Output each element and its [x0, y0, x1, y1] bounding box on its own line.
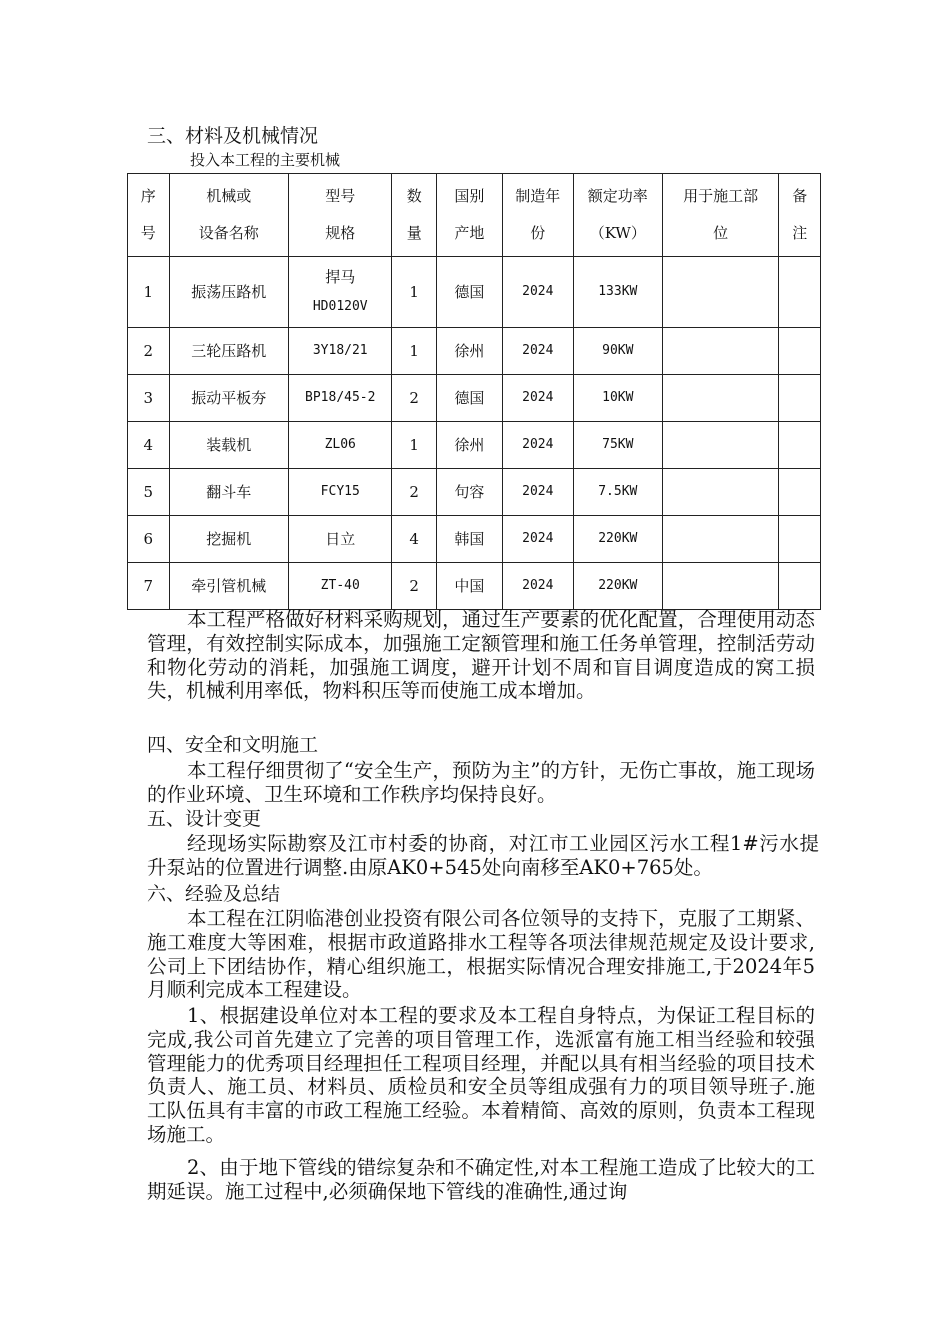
table-row [128, 257, 821, 328]
cell-qty: 2 [392, 469, 437, 516]
safety-paragraph: 本工程仔细贯彻了“安全生产，预防为主”的方针，无伤亡事故，施工现场的作业环境、卫生环境和工作秩序均保持良好。 [147, 759, 815, 806]
header-power: 额定功率 （KW） [573, 174, 662, 257]
cell-model: 日立 [289, 516, 392, 563]
cell-no: 7 [128, 563, 170, 610]
point-2-paragraph: 2、由于地下管线的错综复杂和不确定性,对本工程施工造成了比较大的工期延误。施工过程中,必须确保地下管线的准确性,通过询 [147, 1156, 815, 1203]
cell-note [779, 375, 821, 422]
machinery-table [127, 173, 821, 610]
header-name: 机械或 设备名称 [169, 174, 289, 257]
cell-qty: 4 [392, 516, 437, 563]
cell-model: 3Y18/21 [289, 328, 392, 375]
cell-power: 90KW [573, 328, 662, 375]
cell-year: 2024 [502, 328, 573, 375]
cell-note [779, 422, 821, 469]
cell-power: 75KW [573, 422, 662, 469]
cell-power: 220KW [573, 516, 662, 563]
cell-origin: 徐州 [436, 328, 502, 375]
header-model: 型号 规格 [289, 174, 392, 257]
cell-use [662, 375, 779, 422]
cell-qty: 1 [392, 422, 437, 469]
cell-power: 10KW [573, 375, 662, 422]
section-4-title: 四、安全和文明施工 [147, 734, 319, 756]
cell-note [779, 516, 821, 563]
cell-no: 4 [128, 422, 170, 469]
summary-paragraph: 本工程在江阴临港创业投资有限公司各位领导的支持下，克服了工期紧、施工难度大等困难，根据市政道路排水工程等各项法律规范规定及设计要求,公司上下团结协作，精心组织施工，根据实际情况合理安排施工,于2024年5月顺利完成本工程建设。 [147, 907, 815, 1002]
cell-power: 7.5KW [573, 469, 662, 516]
cell-model: ZL06 [289, 422, 392, 469]
header-qty: 数 量 [392, 174, 437, 257]
cell-note [779, 257, 821, 328]
cell-no: 2 [128, 328, 170, 375]
cell-note [779, 469, 821, 516]
cell-note [779, 563, 821, 610]
cell-model: FCY15 [289, 469, 392, 516]
table-row [128, 563, 821, 610]
cell-note [779, 328, 821, 375]
header-use: 用于施工部 位 [662, 174, 779, 257]
cell-year: 2024 [502, 563, 573, 610]
section-6-title: 六、经验及总结 [147, 883, 281, 905]
cell-model: 捍马 HD0120V [289, 257, 392, 328]
cell-name: 装载机 [169, 422, 289, 469]
cell-origin: 韩国 [436, 516, 502, 563]
cell-use [662, 328, 779, 375]
section-5-title: 五、设计变更 [147, 808, 262, 830]
cell-year: 2024 [502, 469, 573, 516]
cell-use [662, 257, 779, 328]
table-row [128, 469, 821, 516]
cell-origin: 徐州 [436, 422, 502, 469]
cell-use [662, 563, 779, 610]
cell-no: 5 [128, 469, 170, 516]
cell-qty: 1 [392, 328, 437, 375]
cell-name: 振动平板夯 [169, 375, 289, 422]
design-change-paragraph: 经现场实际勘察及江市村委的协商，对江市工业园区污水工程1#污水提升泵站的位置进行调整.由原AK0+545处向南移至AK0+765处。 [147, 832, 819, 879]
cell-use [662, 469, 779, 516]
cell-qty: 2 [392, 375, 437, 422]
header-no: 序 号 [128, 174, 170, 257]
header-year: 制造年 份 [502, 174, 573, 257]
cell-origin: 句容 [436, 469, 502, 516]
cell-name: 振荡压路机 [169, 257, 289, 328]
cell-name: 牵引管机械 [169, 563, 289, 610]
material-plan-paragraph: 本工程严格做好材料采购规划，通过生产要素的优化配置，合理使用动态管理，有效控制实际成本，加强施工定额管理和施工任务单管理，控制活劳动和物化劳动的消耗，加强施工调度，避开计划不周和盲目调度造成的窝工损失，机械利用率低，物料积压等而使施工成本增加。 [147, 608, 815, 703]
cell-origin: 德国 [436, 375, 502, 422]
cell-year: 2024 [502, 375, 573, 422]
cell-year: 2024 [502, 422, 573, 469]
cell-year: 2024 [502, 257, 573, 328]
cell-power: 133KW [573, 257, 662, 328]
cell-year: 2024 [502, 516, 573, 563]
cell-power: 220KW [573, 563, 662, 610]
table-header-row [128, 174, 821, 257]
cell-name: 三轮压路机 [169, 328, 289, 375]
table-caption: 投入本工程的主要机械 [190, 151, 341, 169]
cell-no: 6 [128, 516, 170, 563]
cell-name: 翻斗车 [169, 469, 289, 516]
table-row [128, 375, 821, 422]
section-3-title: 三、材料及机械情况 [147, 125, 319, 147]
cell-qty: 1 [392, 257, 437, 328]
table-row [128, 516, 821, 563]
cell-use [662, 516, 779, 563]
header-note: 备 注 [779, 174, 821, 257]
cell-no: 3 [128, 375, 170, 422]
table-row [128, 422, 821, 469]
cell-use [662, 422, 779, 469]
cell-model: ZT-40 [289, 563, 392, 610]
cell-name: 挖掘机 [169, 516, 289, 563]
cell-model: BP18/45-2 [289, 375, 392, 422]
cell-origin: 中国 [436, 563, 502, 610]
cell-qty: 2 [392, 563, 437, 610]
cell-origin: 德国 [436, 257, 502, 328]
table-row [128, 328, 821, 375]
point-1-paragraph: 1、根据建设单位对本工程的要求及本工程自身特点，为保证工程目标的完成,我公司首先建立了完善的项目管理工作，选派富有施工相当经验和较强管理能力的优秀项目经理担任工程项目经理，并配以具有相当经验的项目技术负责人、施工员、材料员、质检员和安全员等组成强有力的项目领导班子.施工队伍具有丰富的市政工程施工经验。本着精简、高效的原则，负责本工程现场施工。 [147, 1004, 815, 1146]
cell-no: 1 [128, 257, 170, 328]
header-origin: 国别 产地 [436, 174, 502, 257]
